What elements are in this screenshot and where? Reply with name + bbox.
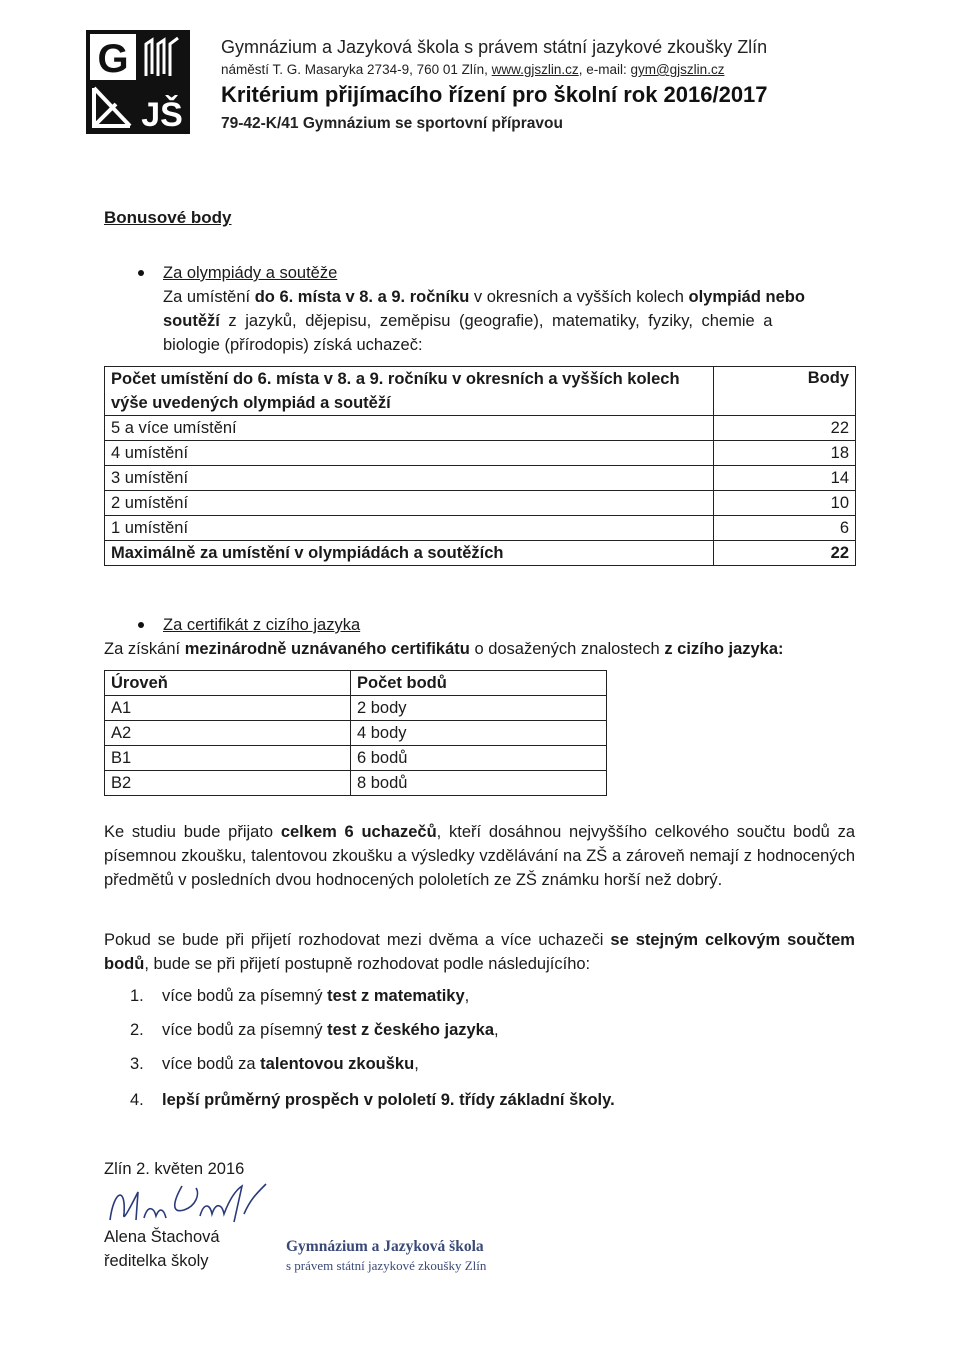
row-label: 4 umístění bbox=[105, 441, 714, 466]
max-points: 22 bbox=[714, 541, 856, 566]
bullet-icon bbox=[138, 622, 144, 628]
email-label: , e-mail: bbox=[578, 62, 627, 77]
stamp-line-2: s právem státní jazykové zkoušky Zlín bbox=[286, 1258, 487, 1273]
school-name: Gymnázium a Jazyková škola s právem státní jazykové zkoušky Zlín bbox=[221, 37, 768, 57]
stamp-line-1: Gymnázium a Jazyková škola bbox=[286, 1238, 484, 1255]
row-points: 2 body bbox=[351, 696, 607, 721]
place-date: Zlín 2. květen 2016 bbox=[104, 1160, 245, 1178]
criterion-item: více bodů za písemný test z matematiky, bbox=[162, 987, 470, 1005]
row-level: A2 bbox=[105, 721, 351, 746]
olympiads-line1: Za umístění do 6. místa v 8. a 9. ročníku v okresních a vyšších kolech olympiád nebo bbox=[163, 288, 805, 306]
svg-text:JŠ: JŠ bbox=[141, 96, 183, 134]
certificate-table bbox=[104, 670, 607, 796]
table-row bbox=[105, 491, 856, 516]
criterion-item: více bodů za talentovou zkoušku, bbox=[162, 1055, 419, 1073]
row-label: 3 umístění bbox=[105, 466, 714, 491]
certificate-title: Za certifikát z cizího jazyka bbox=[163, 616, 361, 634]
table-header-points: Body bbox=[714, 367, 856, 416]
row-points: 18 bbox=[714, 441, 856, 466]
table-row bbox=[105, 771, 607, 796]
section-title: Bonusové body bbox=[104, 208, 232, 227]
criterion-number: 4. bbox=[130, 1091, 144, 1109]
row-label: 2 umístění bbox=[105, 491, 714, 516]
row-points: 22 bbox=[714, 416, 856, 441]
table-row bbox=[105, 466, 856, 491]
criterion-item: lepší průměrný prospěch v pololetí 9. třídy základní školy. bbox=[162, 1091, 615, 1109]
row-level: B2 bbox=[105, 771, 351, 796]
certificate-line: Za získání mezinárodně uznávaného certifikátu o dosažených znalostech z cizího jazyka: bbox=[104, 640, 784, 658]
web-link[interactable]: www.gjszlin.cz bbox=[491, 62, 579, 77]
row-level: A1 bbox=[105, 696, 351, 721]
criterion-number: 1. bbox=[130, 987, 144, 1005]
table-header-level: Úroveň bbox=[105, 671, 351, 696]
signer-role: ředitelka školy bbox=[104, 1252, 209, 1270]
row-points: 6 bodů bbox=[351, 746, 607, 771]
table-row bbox=[105, 696, 607, 721]
svg-text:G: G bbox=[97, 37, 129, 81]
table-header-row bbox=[105, 367, 856, 416]
olympiads-line3: biologie (přírodopis) získá uchazeč: bbox=[163, 336, 423, 354]
table-header-row bbox=[105, 671, 607, 696]
row-points: 8 bodů bbox=[351, 771, 607, 796]
criterion-item: více bodů za písemný test z českého jazyka, bbox=[162, 1021, 499, 1039]
table-row bbox=[105, 721, 607, 746]
olympiads-line2: soutěží z jazyků, dějepisu, zeměpisu (geografie), matematiky, fyziky, chemie a bbox=[163, 312, 773, 330]
max-label: Maximálně za umístění v olympiádách a soutěžích bbox=[105, 541, 714, 566]
table-max-row bbox=[105, 541, 856, 566]
row-label: 1 umístění bbox=[105, 516, 714, 541]
address: náměstí T. G. Masaryka 2734-9, 760 01 Zlín, bbox=[221, 62, 488, 77]
admission-paragraph-1: Ke studiu bude přijato celkem 6 uchazečů, kteří dosáhnou nejvyššího celkového součtu bodů za písemnou zkoušku, talentovou zkoušku a výsledky vzdělávání na ZŠ a zároveň nemají z hodnocených předmětů v posledních dvou hodnocených pololetích ze ZŠ známku horší než dobrý. bbox=[104, 823, 856, 889]
row-points: 10 bbox=[714, 491, 856, 516]
row-points: 4 body bbox=[351, 721, 607, 746]
olympiads-title: Za olympiády a soutěže bbox=[163, 264, 338, 282]
table-header-count: Počet umístění do 6. místa v 8. a 9. ročníku v okresních a vyšších kolech výše uvedených olympiád a soutěží bbox=[105, 367, 714, 416]
table-header-points: Počet bodů bbox=[351, 671, 607, 696]
school-address-line bbox=[221, 62, 724, 77]
signer-name: Alena Štachová bbox=[104, 1228, 220, 1246]
admission-paragraph-2: Pokud se bude při přijetí rozhodovat mezi dvěma a více uchazeči se stejným celkovým součtem bodů, bude se při přijetí postupně rozhodovat podle následujícího: bbox=[104, 931, 855, 973]
row-level: B1 bbox=[105, 746, 351, 771]
row-label: 5 a více umístění bbox=[105, 416, 714, 441]
criterion-number: 2. bbox=[130, 1021, 144, 1039]
row-points: 6 bbox=[714, 516, 856, 541]
document-title: Kritérium přijímacího řízení pro školní rok 2016/2017 bbox=[221, 82, 768, 107]
table-row bbox=[105, 441, 856, 466]
program-title: 79-42-K/41 Gymnázium se sportovní přípravou bbox=[221, 115, 563, 132]
criterion-number: 3. bbox=[130, 1055, 144, 1073]
table-row bbox=[105, 416, 856, 441]
row-points: 14 bbox=[714, 466, 856, 491]
school-logo bbox=[86, 30, 190, 134]
table-row bbox=[105, 746, 607, 771]
olympiads-table bbox=[104, 366, 856, 566]
email-link[interactable]: gym@gjszlin.cz bbox=[630, 62, 725, 77]
bullet-icon bbox=[138, 270, 144, 276]
table-row bbox=[105, 516, 856, 541]
